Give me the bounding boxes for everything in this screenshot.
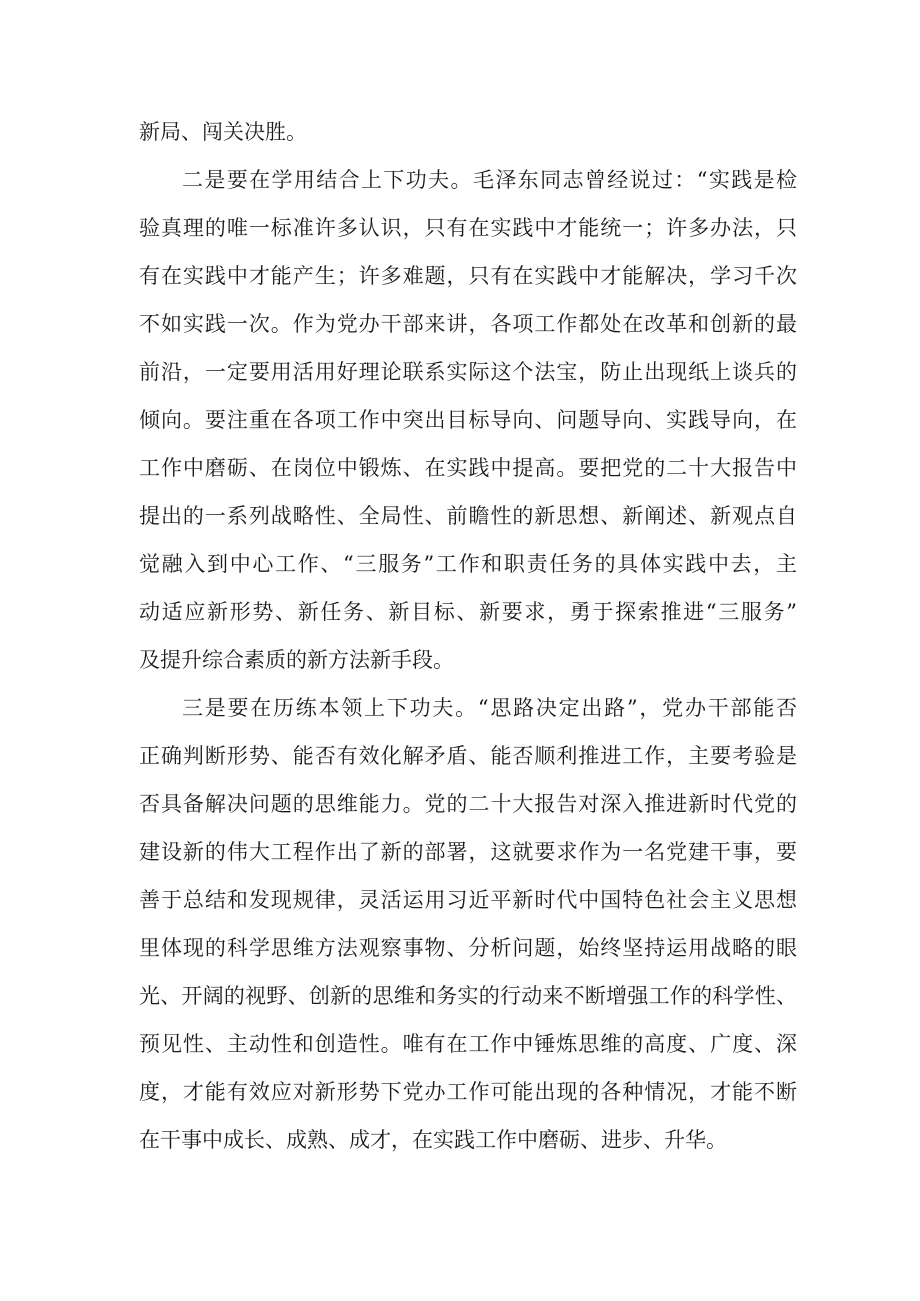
- text-line: 前沿，一定要用活用好理论联系实际这个法宝，防止出现纸上谈兵的: [139, 360, 797, 384]
- text-line: 不如实践一次。作为党办干部来讲，各项工作都处在改革和创新的最: [139, 312, 797, 336]
- text-line: 预见性、主动性和创造性。唯有在工作中锤炼思维的高度、广度、深: [139, 1032, 797, 1056]
- text-line: 在干事中成长、成熟、成才，在实践工作中磨砺、进步、升华。: [139, 1128, 727, 1152]
- text-line: 工作中磨砺、在岗位中锻炼、在实践中提高。要把党的二十大报告中: [139, 456, 797, 480]
- text-line: 度，才能有效应对新形势下党办工作可能出现的各种情况，才能不断: [139, 1080, 797, 1104]
- text-line: 正确判断形势、能否有效化解矛盾、能否顺利推进工作，主要考验是: [139, 744, 797, 768]
- text-line: 善于总结和发现规律，灵活运用习近平新时代中国特色社会主义思想: [139, 888, 797, 912]
- text-line: 里体现的科学思维方法观察事物、分析问题，始终坚持运用战略的眼: [139, 936, 797, 960]
- text-line: 验真理的唯一标准许多认识，只有在实践中才能统一；许多办法，只: [139, 216, 797, 240]
- text-line: 否具备解决问题的思维能力。党的二十大报告对深入推进新时代党的: [139, 792, 797, 816]
- paragraph-3-first-line: 三是要在历练本领上下功夫。“思路决定出路”，党办干部能否: [182, 696, 797, 720]
- text-line: 有在实践中才能产生；许多难题，只有在实践中才能解决，学习千次: [139, 264, 797, 288]
- text-line: 及提升综合素质的新方法新手段。: [139, 648, 454, 672]
- text-line: 倾向。要注重在各项工作中突出目标导向、问题导向、实践导向，在: [139, 408, 797, 432]
- paragraph-2-first-line: 二是要在学用结合上下功夫。毛泽东同志曾经说过：“实践是检: [182, 168, 797, 192]
- text-line: 动适应新形势、新任务、新目标、新要求，勇于探索推进“三服务”: [139, 600, 797, 624]
- text-line: 光、开阔的视野、创新的思维和务实的行动来不断增强工作的科学性、: [139, 984, 797, 1008]
- text-line: 觉融入到中心工作、“三服务”工作和职责任务的具体实践中去，主: [139, 552, 797, 576]
- text-line: 新局、闯关决胜。: [139, 120, 307, 144]
- text-line: 建设新的伟大工程作出了新的部署，这就要求作为一名党建干事，要: [139, 840, 797, 864]
- text-line: 提出的一系列战略性、全局性、前瞻性的新思想、新阐述、新观点自: [139, 504, 797, 528]
